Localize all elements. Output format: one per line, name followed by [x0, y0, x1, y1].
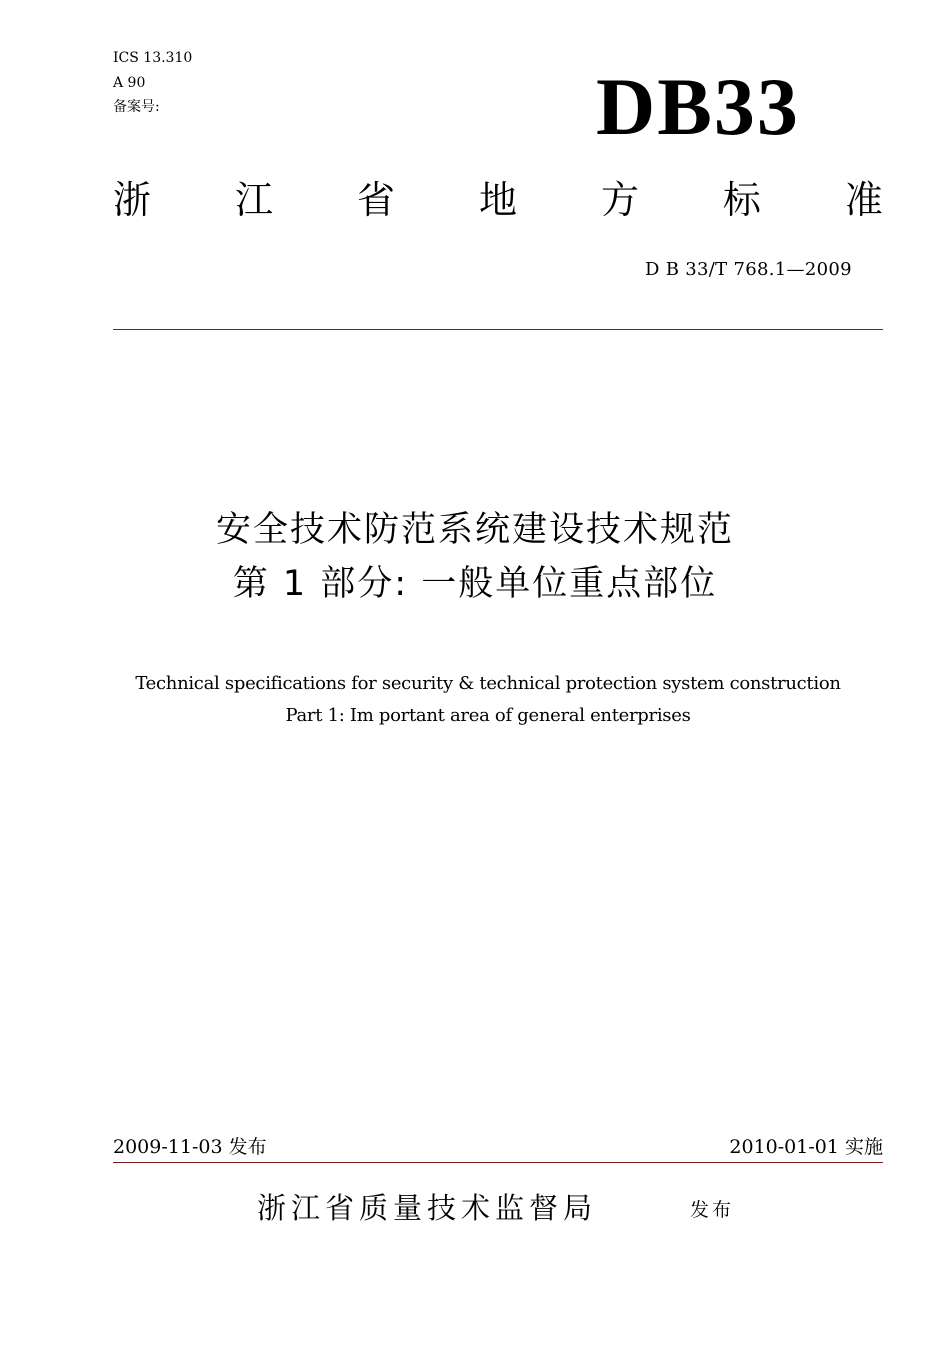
standard-type-char: 地 — [478, 178, 517, 222]
filing-label: 备案号: — [113, 99, 160, 115]
standard-type-heading — [113, 176, 883, 224]
standard-code: D B 33/T 768.1—2009 — [645, 259, 852, 280]
standard-type-char: 省 — [356, 178, 395, 222]
title-zh-line2: 第 1 部分: 一般单位重点部位 — [232, 564, 718, 604]
standard-type-char: 浙 — [113, 178, 152, 222]
standard-type-char: 江 — [234, 178, 273, 222]
title-zh-line1: 安全技术防范系统建设技术规范 — [215, 510, 734, 550]
top-divider — [113, 329, 883, 330]
issuer-suffix: 发布 — [690, 1199, 735, 1221]
title-en-line1: Technical specifications for security & technical protection system construction — [135, 673, 841, 694]
standard-type-char: 方 — [600, 178, 639, 222]
db33-logo: DB33 — [596, 61, 800, 152]
standard-type-char: 准 — [844, 178, 883, 222]
ics-number: ICS 13.310 — [113, 50, 193, 66]
bottom-divider — [113, 1162, 883, 1163]
publish-date: 2009-11-03 发布 — [113, 1136, 267, 1158]
title-en-line2: Part 1: Im portant area of general enterprises — [285, 705, 691, 726]
standard-type-char: 标 — [722, 178, 761, 222]
implement-date: 2010-01-01 实施 — [729, 1136, 883, 1158]
issuer-name: 浙江省质量技术监督局 — [257, 1191, 598, 1225]
category-code: A 90 — [113, 75, 146, 91]
